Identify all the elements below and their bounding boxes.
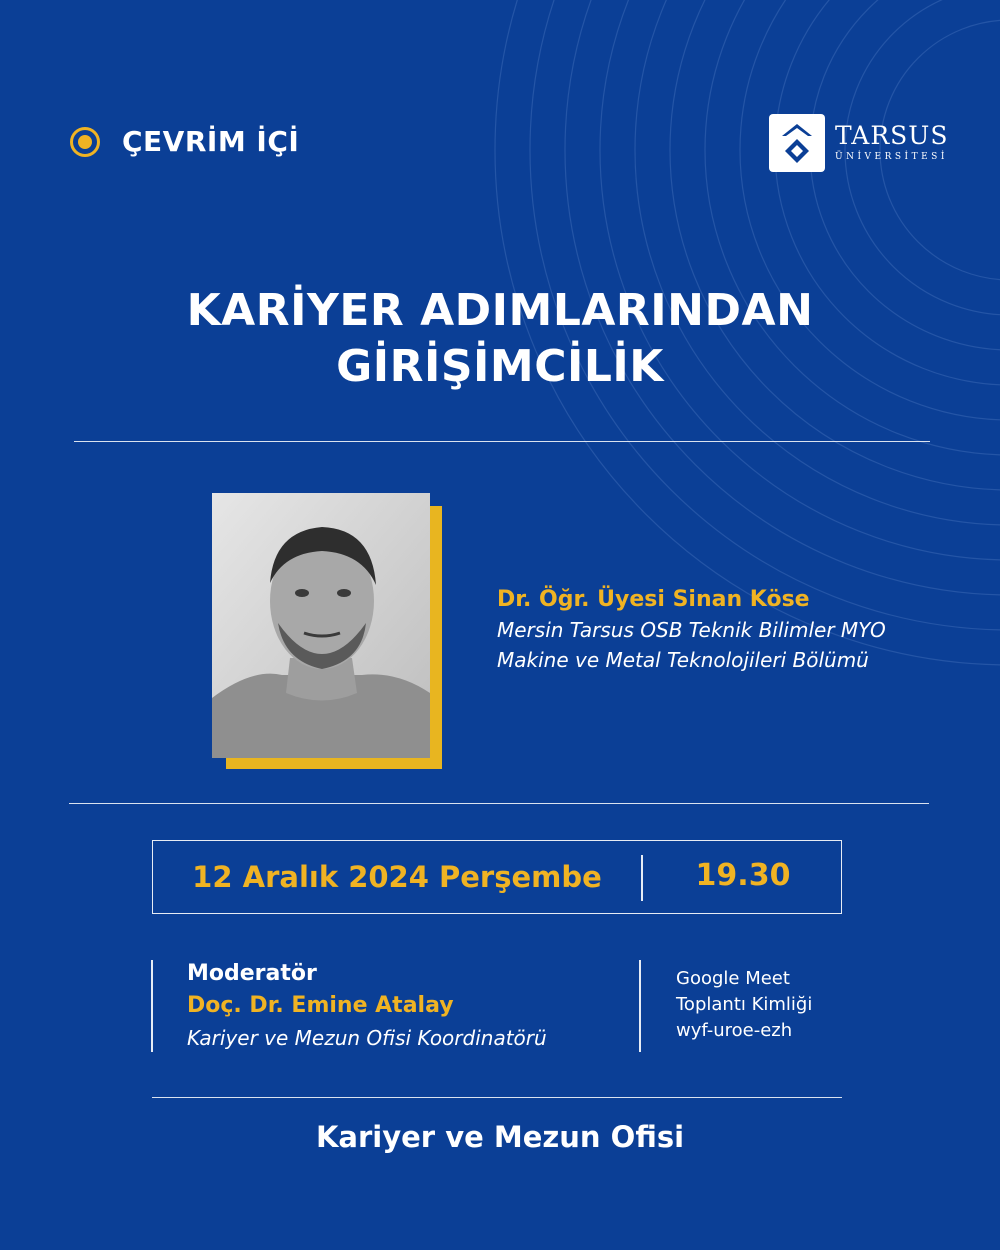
divider-middle [69,803,929,804]
event-date: 12 Aralık 2024 Perşembe [192,860,602,894]
meeting-info [676,966,812,1044]
online-label: ÇEVRİM İÇİ [122,125,300,158]
divider-bottom [152,1097,842,1098]
speaker-name: Dr. Öğr. Üyesi Sinan Köse [497,587,810,612]
event-title [0,283,1000,395]
meeting-divider [639,960,641,1052]
moderator-role: Kariyer ve Mezun Ofisi Koordinatörü [187,1026,547,1050]
meeting-id[interactable]: wyf-uroe-ezh [676,1020,793,1041]
university-subtitle: ÜNİVERSİTESİ [835,152,948,162]
moderator-label: Moderatör [187,961,317,986]
university-logo [769,114,949,172]
speaker-photo [212,493,430,758]
divider-top [74,441,930,442]
schedule-box [152,840,842,914]
event-time: 19.30 [695,858,791,893]
meeting-id-label: Toplantı Kimliği [676,994,813,1015]
university-name: TARSUS [835,121,949,150]
speaker-affiliation-line-1: Mersin Tarsus OSB Teknik Bilimler MYO [497,618,886,642]
speaker-info [497,585,886,675]
title-line-2: GİRİŞİMCİLİK [336,341,664,392]
organizer-name: Kariyer ve Mezun Ofisi [315,1120,685,1154]
live-dot-icon [70,127,100,157]
online-badge [70,125,299,158]
moderator-info [187,958,547,1054]
speaker-affiliation-line-2: Makine ve Metal Teknolojileri Bölümü [497,648,869,672]
title-line-1: KARİYER ADIMLARINDAN [186,285,814,336]
moderator-name: Doç. Dr. Emine Atalay [187,993,454,1018]
meeting-platform: Google Meet [676,968,790,989]
moderator-divider-left [151,960,153,1052]
university-emblem-icon [769,114,825,172]
